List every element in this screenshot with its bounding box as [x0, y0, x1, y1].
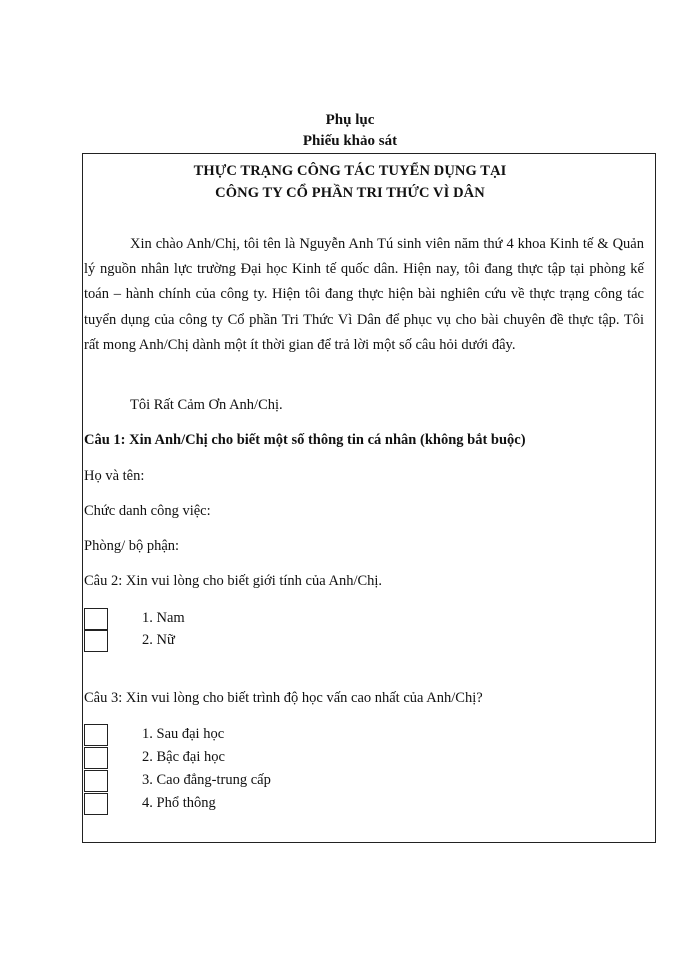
question-1-label: Câu 1: Xin Anh/Chị cho biết một số thông tin cá nhân (không bắt buộc)	[84, 432, 526, 448]
education-bachelor-label: 2. Bậc đại học	[142, 749, 225, 765]
question-3-label: Câu 3: Xin vui lòng cho biết trình độ học vấn cao nhất của Anh/Chị?	[84, 690, 483, 706]
appendix-title: Phụ lục	[325, 112, 375, 128]
appendix-subtitle: Phiếu khảo sát	[302, 133, 398, 149]
education-highschool-label: 4. Phổ thông	[142, 795, 216, 811]
job-title-field[interactable]: Chức danh công việc:	[84, 503, 211, 519]
gender-female-label: 2. Nữ	[142, 632, 175, 648]
education-highschool-checkbox[interactable]	[84, 793, 108, 815]
survey-heading-line1: THỰC TRẠNG CÔNG TÁC TUYỂN DỤNG TẠI	[193, 163, 507, 179]
gender-female-checkbox[interactable]	[84, 630, 108, 652]
department-field[interactable]: Phòng/ bộ phận:	[84, 538, 180, 554]
thanks-text: Tôi Rất Cảm Ơn Anh/Chị.	[130, 397, 283, 413]
question-2-label: Câu 2: Xin vui lòng cho biết giới tính của Anh/Chị.	[84, 573, 383, 589]
gender-male-checkbox[interactable]	[84, 608, 108, 630]
education-postgrad-label: 1. Sau đại học	[142, 726, 225, 742]
education-college-checkbox[interactable]	[84, 770, 108, 792]
education-bachelor-checkbox[interactable]	[84, 747, 108, 769]
education-postgrad-checkbox[interactable]	[84, 724, 108, 746]
name-field[interactable]: Họ và tên:	[84, 468, 145, 484]
survey-heading-line2: CÔNG TY CỔ PHẦN TRI THỨC VÌ DÂN	[215, 185, 485, 201]
intro-paragraph	[84, 232, 644, 358]
gender-male-label: 1. Nam	[142, 610, 185, 626]
intro-text: Xin chào Anh/Chị, tôi tên là Nguyễn Anh Tú sinh viên năm thứ 4 khoa Kinh tế & Quản lý nguồn nhân lực trường Đại học Kinh tế quốc dân. Hiện nay, tôi đang thực tập tại phòng kế toán – hành chính của công ty. Hiện tôi đang thực hiện bài nghiên cứu về thực trạng công tác tuyển dụng của công ty Cổ phần Tri Thức Vì Dân để phục vụ cho bài chuyên đề thực tập. Tôi rất mong Anh/Chị dành một ít thời gian để trả lời một số câu hỏi dưới đây.	[84, 236, 644, 353]
education-college-label: 3. Cao đẳng-trung cấp	[142, 772, 271, 788]
